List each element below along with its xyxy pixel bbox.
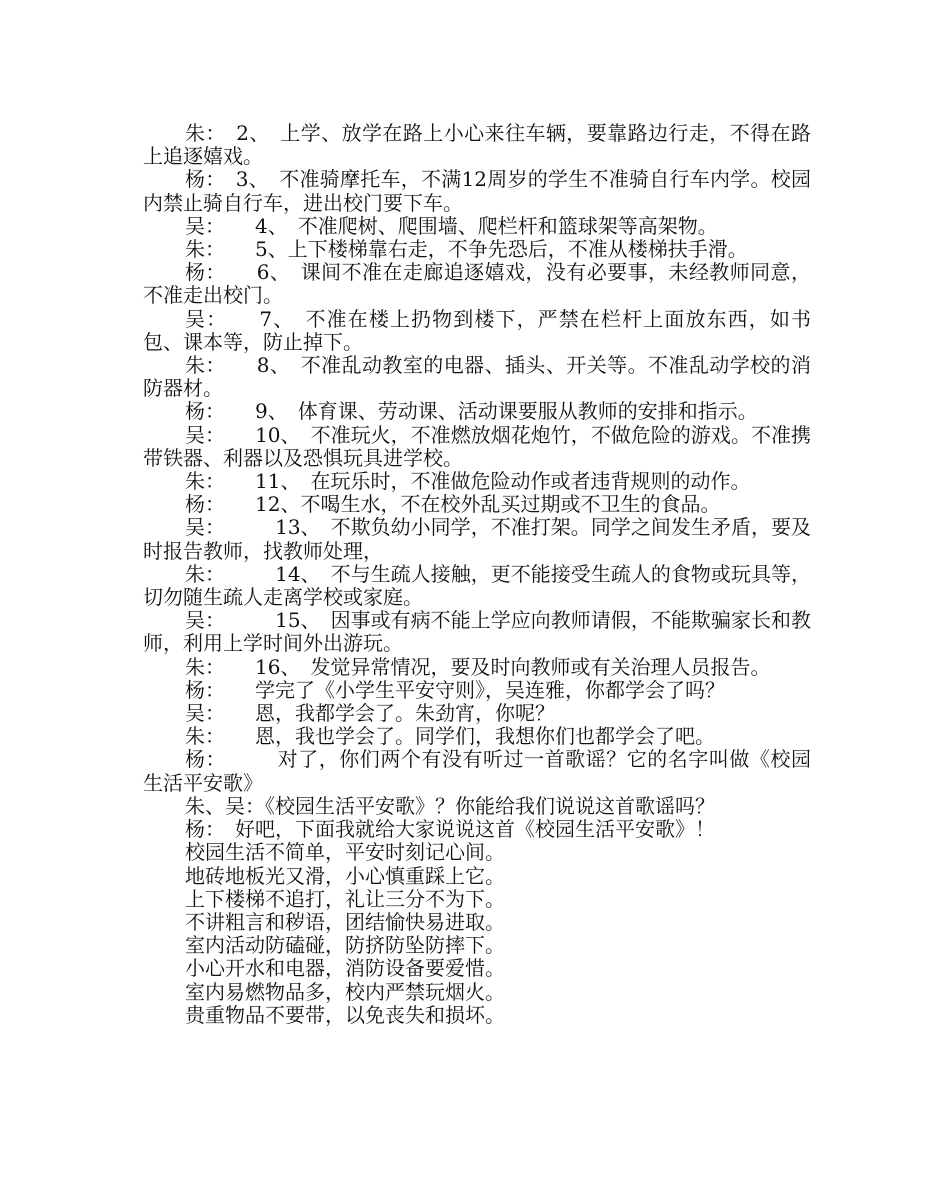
dialogue-paragraph: 吴： 15、 因事或有病不能上学应向教师请假，不能欺骗家长和教师，利用上学时间外出游玩。 — [143, 608, 811, 656]
dialogue-paragraph: 杨： 9、 体育课、劳动课、活动课要服从教师的安排和指示。 — [185, 399, 758, 424]
song-line: 贵重物品不要带，以免丧失和损坏。 — [185, 1002, 505, 1027]
song-line: 上下楼梯不追打，礼让三分不为下。 — [185, 886, 505, 911]
dialogue-paragraph: 杨： 学完了《小学生平安守则》，吴连雅，你都学会了吗？ — [185, 677, 725, 702]
dialogue-paragraph: 朱： 16、 发觉异常情况，要及时向教师或有关治理人员报告。 — [185, 654, 771, 679]
dialogue-paragraph: 杨： 3、 不准骑摩托车，不满12周岁的学生不准骑自行车内学。校园内禁止骑自行车，进出校门要下车。 — [143, 167, 811, 215]
dialogue-paragraph: 朱、吴：《校园生活平安歌》？你能给我们说说这首歌谣吗？ — [185, 793, 715, 818]
dialogue-paragraph: 朱： 2、 上学、放学在路上小心来往车辆，要靠路边行走，不得在路上追逐嬉戏。 — [143, 121, 811, 169]
dialogue-paragraph: 吴： 13、 不欺负幼小同学，不准打架。同学之间发生矛盾，要及时报告教师，找教师处理， — [143, 515, 811, 563]
dialogue-paragraph: 吴： 10、 不准玩火，不准燃放烟花炮竹，不做危险的游戏。不准携带铁器、利器以及恐惧玩具进学校。 — [143, 422, 811, 470]
dialogue-paragraph: 杨： 6、 课间不准在走廊追逐嬉戏，没有必要事，未经教师同意，不准走出校门。 — [143, 260, 811, 308]
dialogue-paragraph: 吴： 4、 不准爬树、爬围墙、爬栏杆和篮球架等高架物。 — [185, 213, 718, 238]
dialogue-paragraph: 朱： 恩，我也学会了。同学们，我想你们也都学会了吧。 — [185, 724, 715, 749]
dialogue-paragraph: 朱： 8、 不准乱动教室的电器、插头、开关等。不准乱动学校的消防器材。 — [143, 353, 811, 401]
dialogue-paragraph: 杨： 好吧，下面我就给大家说说这首《校园生活平安歌》！ — [185, 817, 715, 842]
dialogue-paragraph: 杨： 12、不喝生水，不在校外乱买过期或不卫生的食品。 — [185, 492, 721, 517]
dialogue-paragraph: 杨： 对了，你们两个有没有听过一首歌谣？它的名字叫做《校园生活平安歌》 — [143, 747, 811, 795]
dialogue-paragraph: 朱： 5、上下楼梯靠右走，不争先恐后，不准从楼梯扶手滑。 — [185, 237, 748, 262]
dialogue-paragraph: 吴： 7、 不准在楼上扔物到楼下，严禁在栏杆上面放东西，如书包、课本等，防止掉下。 — [143, 306, 811, 354]
song-line: 室内活动防磕碰，防挤防坠防摔下。 — [185, 933, 505, 958]
song-line: 校园生活不简单，平安时刻记心间。 — [185, 840, 505, 865]
dialogue-paragraph: 朱： 11、 在玩乐时，不准做危险动作或者违背规则的动作。 — [185, 469, 751, 494]
song-line: 不讲粗言和秽语，团结愉快易进取。 — [185, 909, 505, 934]
dialogue-paragraph: 朱： 14、 不与生疏人接触，更不能接受生疏人的食物或玩具等，切勿随生疏人走离学校或家庭。 — [143, 561, 811, 610]
song-line: 地砖地板光又滑，小心慎重踩上它。 — [185, 863, 505, 888]
dialogue-paragraph: 吴： 恩，我都学会了。朱劲宵，你呢？ — [185, 701, 555, 726]
document-page — [143, 122, 811, 1027]
song-line: 室内易燃物品多，校内严禁玩烟火。 — [185, 979, 505, 1004]
song-line: 小心开水和电器，消防设备要爱惜。 — [185, 956, 505, 981]
